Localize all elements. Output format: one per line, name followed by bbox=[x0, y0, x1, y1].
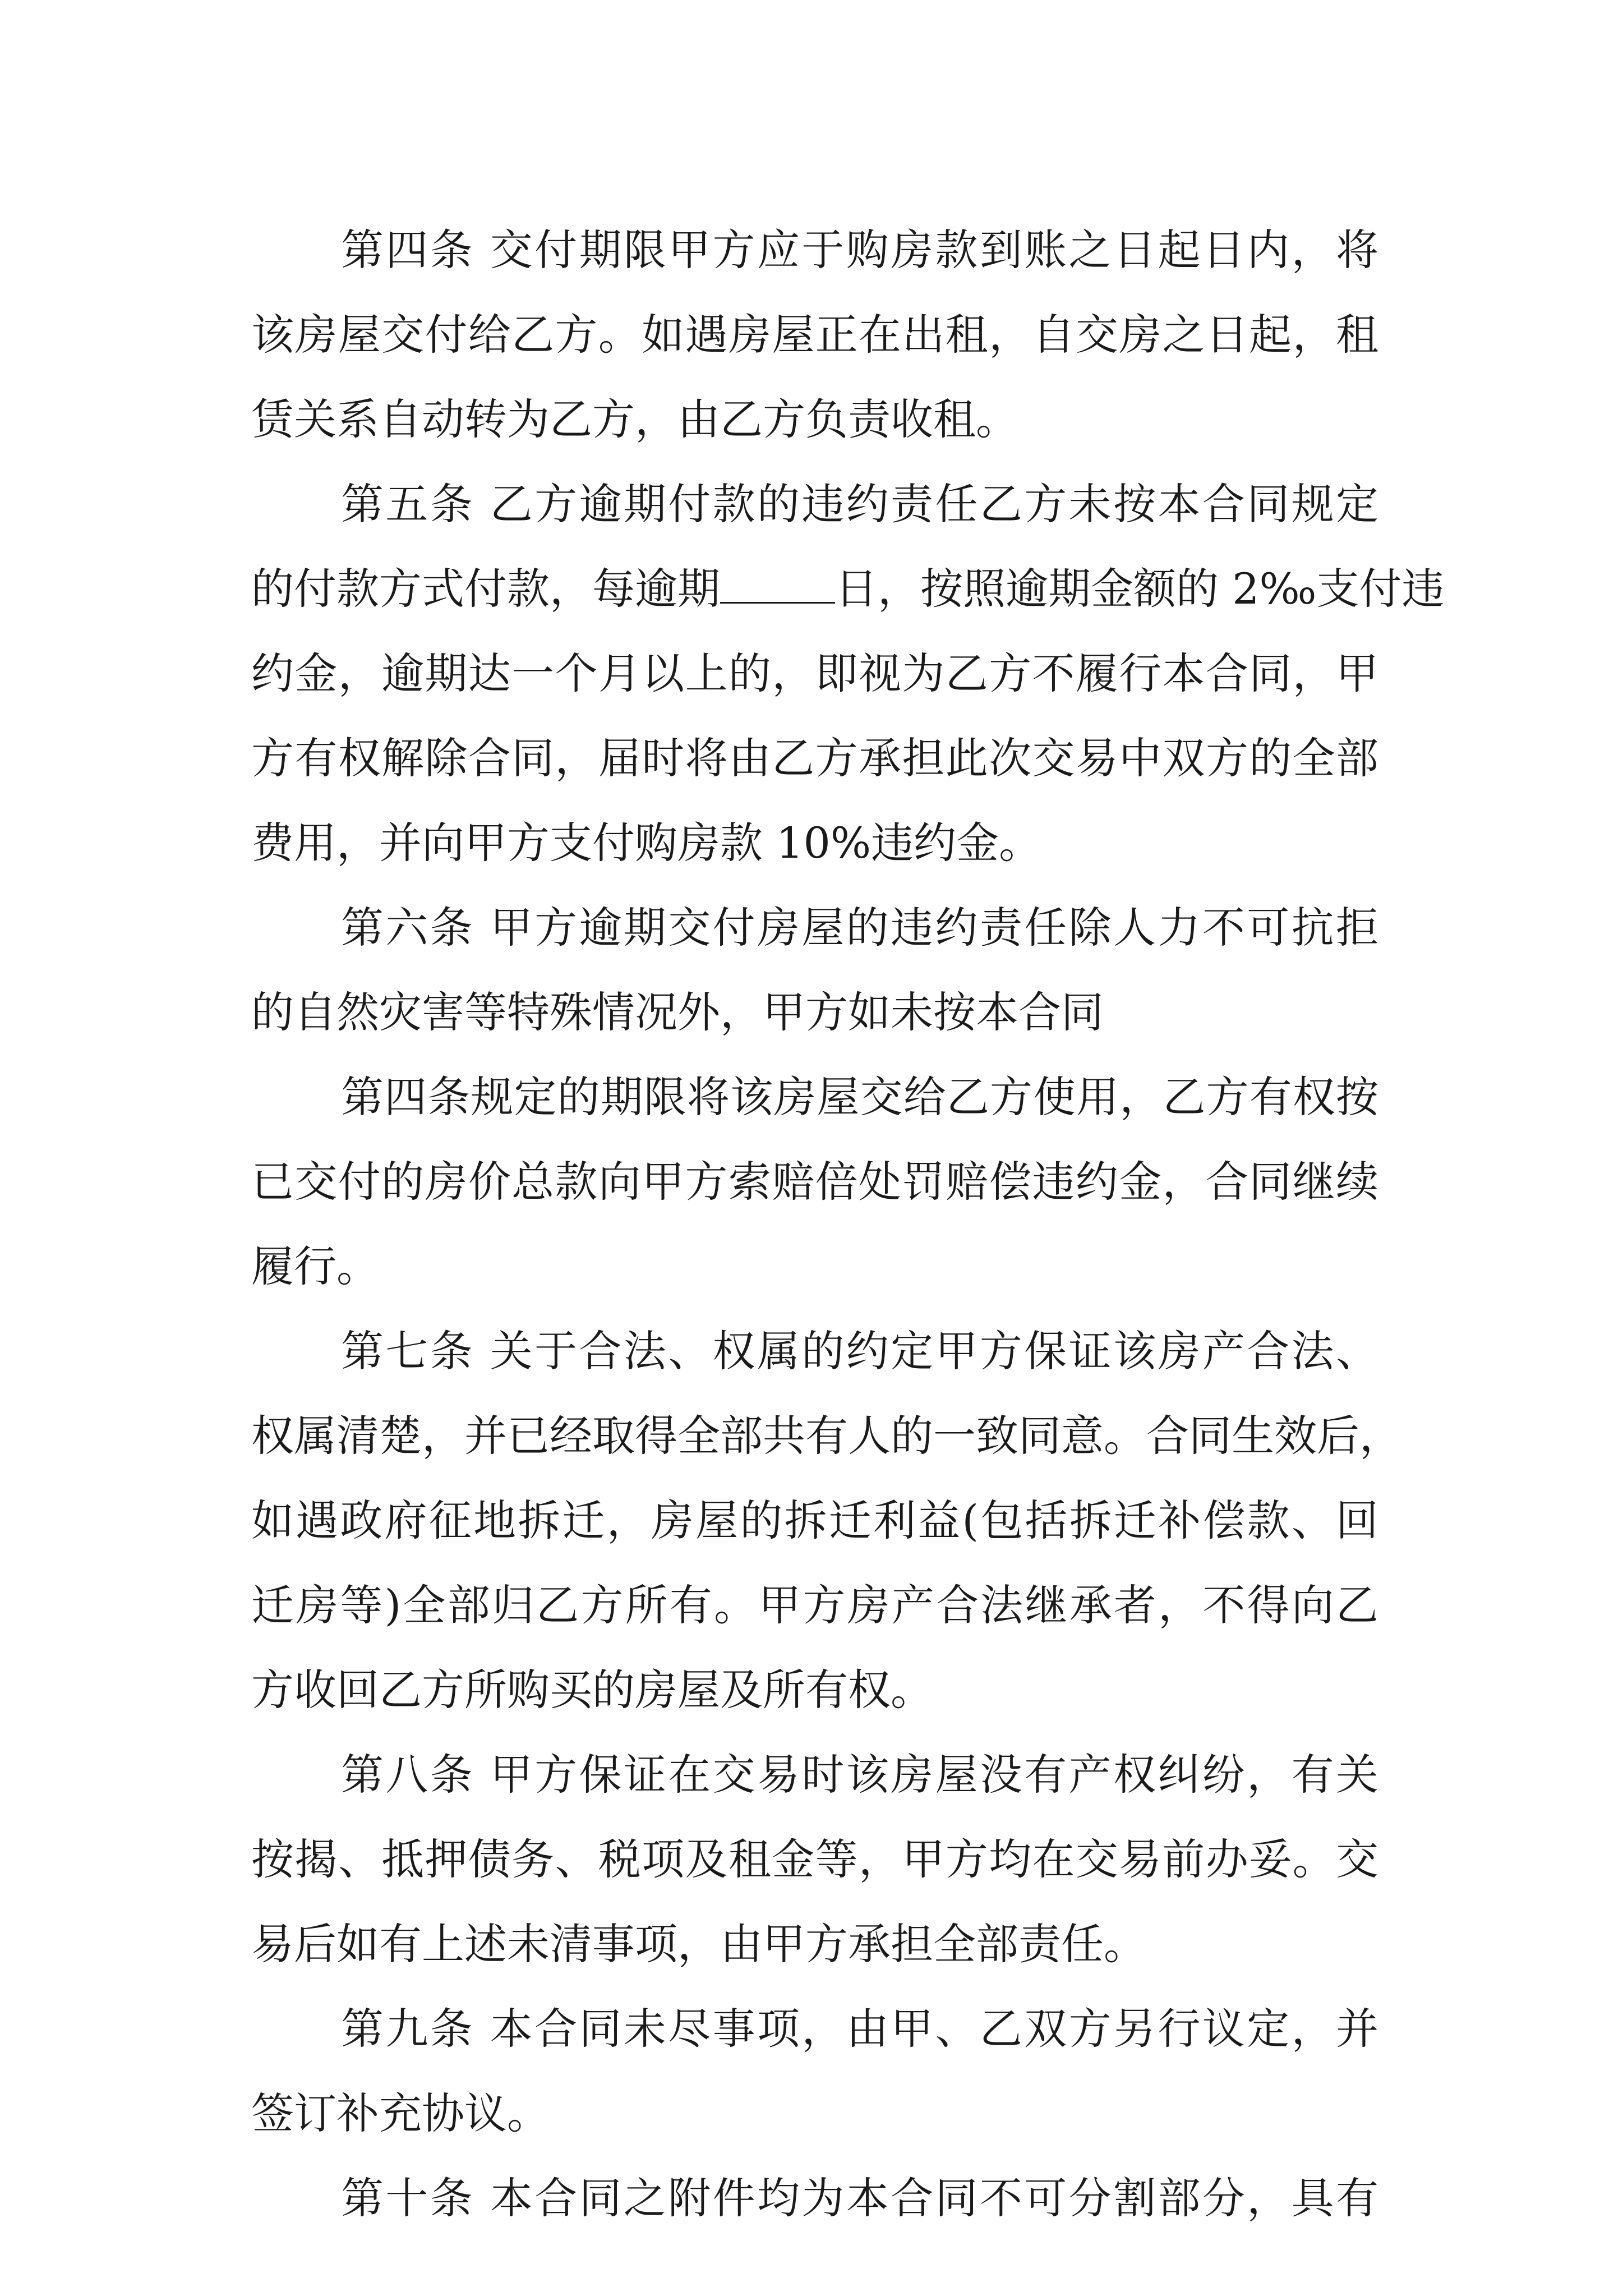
clause-5-line-4: 方有权解除合同，届时将由乙方承担此次交易中双方的全部 bbox=[251, 733, 1378, 783]
clause-9-line-2: 签订补充协议。 bbox=[251, 2088, 550, 2138]
clause-6-line-2: 的自然灾害等特殊情况外，甲方如未按本合同 bbox=[251, 987, 1104, 1037]
clause-7-line-3: 如遇政府征地拆迁，房屋的拆迁利益(包括拆迁补偿款、回 bbox=[251, 1496, 1378, 1545]
clause-6-cont-line-2: 已交付的房价总款向甲方索赔倍处罚赔偿违约金，合同继续 bbox=[251, 1157, 1378, 1207]
blank-underline bbox=[720, 564, 835, 604]
clause-4-line-2: 该房屋交付给乙方。如遇房屋正在出租，自交房之日起，租 bbox=[251, 310, 1378, 360]
clause-7-line-1: 第七条 关于合法、权属的约定甲方保证该房产合法、 bbox=[341, 1326, 1378, 1376]
clause-10-line-1: 第十条 本合同之附件均为本合同不可分割部分，具有 bbox=[341, 2173, 1378, 2223]
clause-5-line-5: 费用，并向甲方支付购房款 10%违约金。 bbox=[251, 818, 1042, 868]
clause-6-cont-line-3: 履行。 bbox=[251, 1241, 379, 1291]
clause-5-line-3: 约金，逾期达一个月以上的，即视为乙方不履行本合同，甲 bbox=[251, 648, 1378, 698]
clause-8-line-2: 按揭、抵押债务、税项及租金等，甲方均在交易前办妥。交 bbox=[251, 1834, 1378, 1884]
clause-5-line-2-start: 的付款方式付款，每逾期 bbox=[251, 564, 720, 614]
clause-7-line-2: 权属清楚，并已经取得全部共有人的一致同意。合同生效后， bbox=[251, 1411, 1402, 1461]
clause-4-line-3: 赁关系自动转为乙方，由乙方负责收租。 bbox=[251, 394, 1018, 444]
clause-4-line-1: 第四条 交付期限甲方应于购房款到账之日起日内，将 bbox=[341, 225, 1378, 275]
clause-6-line-1: 第六条 甲方逾期交付房屋的违约责任除人力不可抗拒 bbox=[341, 903, 1378, 953]
clause-8-line-3: 易后如有上述未清事项，由甲方承担全部责任。 bbox=[251, 1919, 1146, 1969]
clause-5-line-2 bbox=[251, 555, 1445, 633]
clause-6-cont-line-1: 第四条规定的期限将该房屋交给乙方使用，乙方有权按 bbox=[341, 1072, 1378, 1122]
clause-5-line-2-end: 日，按照逾期金额的 2‰支付违 bbox=[835, 564, 1445, 614]
clause-5-line-1: 第五条 乙方逾期付款的违约责任乙方未按本合同规定 bbox=[341, 479, 1378, 529]
contract-text bbox=[251, 0, 1445, 2296]
clause-8-line-1: 第八条 甲方保证在交易时该房屋没有产权纠纷，有关 bbox=[341, 1750, 1378, 1800]
clause-7-line-4: 迁房等)全部归乙方所有。甲方房产合法继承者，不得向乙 bbox=[251, 1580, 1378, 1630]
clause-7-line-5: 方收回乙方所购买的房屋及所有权。 bbox=[251, 1665, 933, 1715]
clause-9-line-1: 第九条 本合同未尽事项，由甲、乙双方另行议定，并 bbox=[341, 2004, 1378, 2054]
